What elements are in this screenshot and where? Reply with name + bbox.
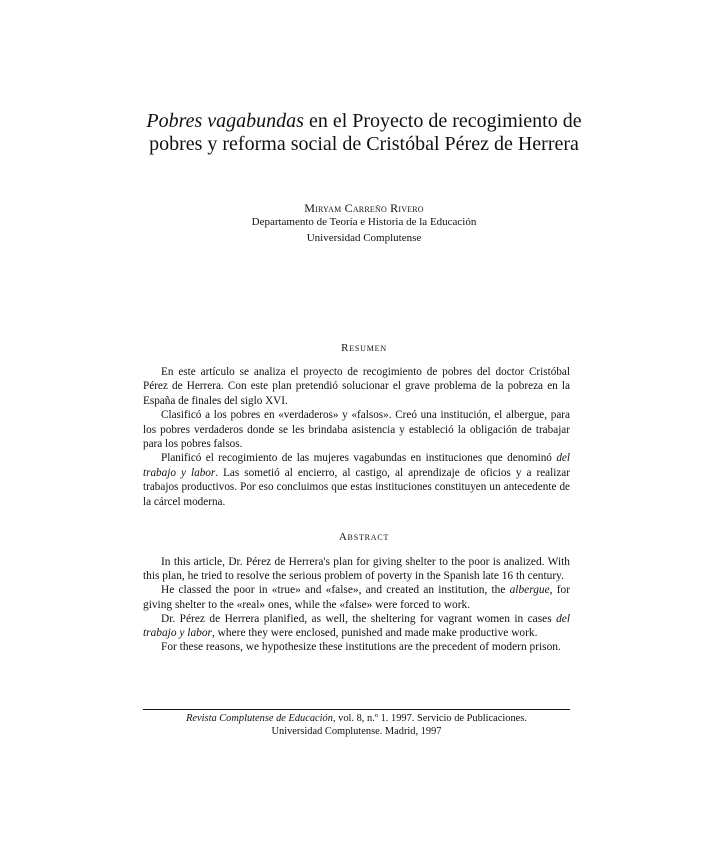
abstract-p2-end: , for giving shelter to the «real» ones, while the «false» were forced to work. <box>143 584 570 611</box>
journal-name: Revista Complutense de Educación <box>186 713 333 724</box>
abstract-p3-italic: del trabajo y labor <box>143 612 570 640</box>
title-italic: Pobres vagabundas <box>146 110 304 132</box>
title-rest: en el Proyecto de recogimiento de pobres y reforma social de Cristóbal Pérez de Herrera <box>149 110 582 155</box>
publisher-line: Universidad Complutense. Madrid, 1997 <box>271 726 442 737</box>
abstract-paragraph-4: For these reasons, we hypothesize these institutions are the precedent of modern prison. <box>161 641 561 654</box>
resumen-heading: Resumen <box>341 342 387 354</box>
journal-volume: , vol. 8, n.º 1. 1997. Servicio de Publicaciones. <box>332 713 527 724</box>
abstract-heading: Abstract <box>338 531 390 543</box>
affiliation-university: Universidad Complutense <box>306 232 422 244</box>
resumen-paragraph-3 <box>143 451 570 509</box>
abstract-section <box>143 555 570 654</box>
resumen-paragraph-1: En este artículo se analiza el proyecto de recogimiento de pobres del doctor Cristóbal Pérez de Herrera. Con este plan pretendió solucionar el grave problema de la pobreza en la España de finales del siglo XVI. <box>143 366 570 407</box>
abstract-p3-start: Dr. Pérez de Herrera planified, as well, the sheltering for vagrant women in cases <box>161 612 557 625</box>
footer-divider <box>143 709 570 710</box>
abstract-paragraph-1: In this article, Dr. Pérez de Herrera's plan for giving shelter to the poor is analized. With this plan, he tried to resolve the serious problem of poverty in the Spanish late 16 th century. <box>143 556 570 583</box>
article-title <box>130 110 598 156</box>
author-name-text: Miryam Carreño Rivero <box>304 201 424 215</box>
author-name <box>0 201 728 216</box>
abstract-p3-end: , where they were enclosed, punished and made make productive work. <box>211 627 538 640</box>
resumen-p3-start: Planificó el recogimiento de las mujeres vagabundas en instituciones que denominó <box>161 452 557 465</box>
resumen-section <box>143 365 570 509</box>
resumen-paragraph-2: Clasificó a los pobres en «verdaderos» y «falsos». Creó una institución, el albergue, para los pobres verdaderos donde se les brindaba asistencia y estableció la obligación de trabajar para los pobres falsos. <box>143 409 570 451</box>
abstract-paragraph-2 <box>143 583 570 611</box>
resumen-p3-end: . Las sometió al encierro, al castigo, al aprendizaje de oficios y a realizar trabajos productivos. Por eso concluimos que estas instituciones constituyen un antecedente de la cárcel moderna. <box>143 466 571 508</box>
journal-citation <box>143 713 570 724</box>
abstract-p2-italic: albergue <box>509 584 550 597</box>
abstract-p2-start: He classed the poor in «true» and «false», and created an institution, the <box>161 584 510 597</box>
abstract-paragraph-3 <box>143 612 570 640</box>
resumen-p3-italic: del trabajo y labor <box>143 452 570 479</box>
affiliation-department: Departamento de Teoría e Historia de la Educación <box>251 216 477 228</box>
